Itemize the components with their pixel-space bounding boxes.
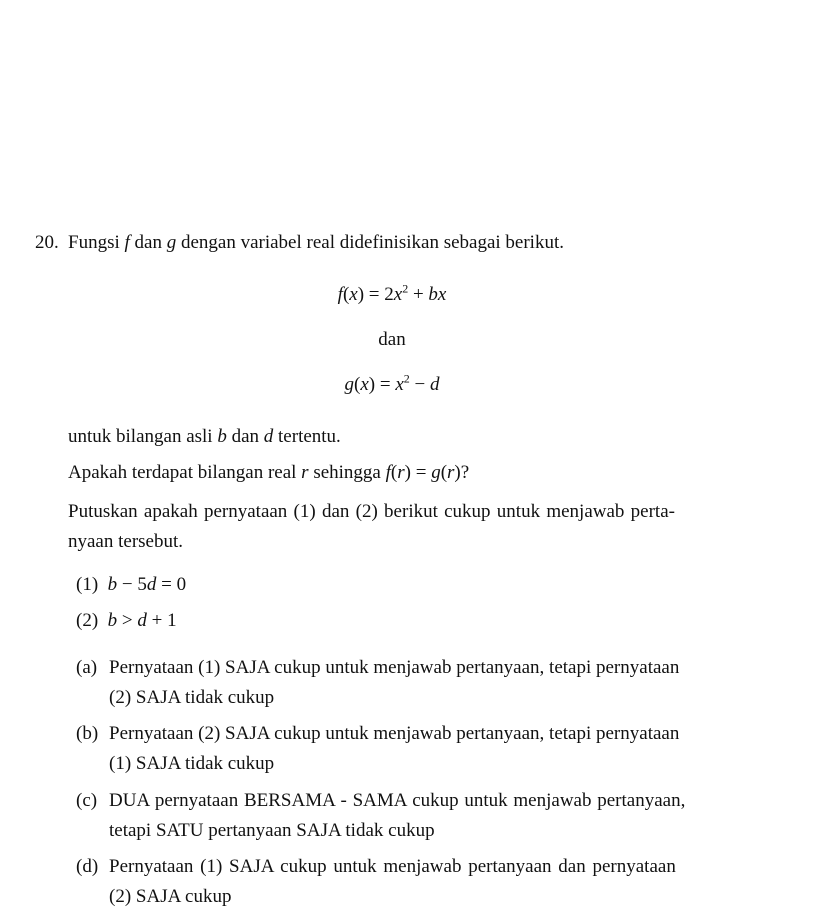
statement-label: (1) bbox=[76, 574, 99, 595]
option-label: (b) bbox=[76, 723, 99, 744]
math-var: r bbox=[397, 462, 405, 483]
option-label: (d) bbox=[76, 856, 99, 877]
option-text: DUA pernyataan BERSAMA - SAMA cukup untuk menjawab pertanyaan, bbox=[109, 790, 686, 811]
math-var: b bbox=[217, 426, 227, 447]
text: Apakah terdapat bilangan real bbox=[68, 462, 302, 483]
option-text: tetapi SATU pertanyaan SAJA tidak cukup bbox=[109, 820, 435, 841]
text: dan bbox=[226, 426, 264, 447]
math: = 0 bbox=[156, 574, 187, 595]
math-var: x bbox=[393, 284, 403, 305]
option-text: (2) SAJA cukup bbox=[109, 886, 232, 907]
math-var: r bbox=[447, 462, 455, 483]
conjunction: dan bbox=[378, 329, 406, 350]
math: ) = bbox=[368, 374, 396, 395]
option-label: (a) bbox=[76, 657, 98, 678]
math: ( bbox=[342, 284, 350, 305]
math: ( bbox=[440, 462, 448, 483]
math-var: x bbox=[360, 374, 369, 395]
math-var: r bbox=[301, 462, 309, 483]
math-var: x bbox=[349, 284, 358, 305]
math-var: bx bbox=[428, 284, 447, 305]
math-var: b bbox=[107, 574, 118, 595]
math-var: x bbox=[395, 374, 404, 395]
question-intro bbox=[68, 233, 564, 253]
math-var: d bbox=[263, 426, 274, 447]
formula-f bbox=[0, 281, 784, 305]
math: − 5 bbox=[117, 574, 147, 595]
option-label: (c) bbox=[76, 790, 98, 811]
text: dengan variabel real didefinisikan sebagai berikut. bbox=[176, 232, 564, 253]
option-text: Pernyataan (1) SAJA cukup untuk menjawab pertanyaan, tetapi pernyataan bbox=[109, 657, 680, 678]
text: dan bbox=[129, 232, 167, 253]
math: ) = 2 bbox=[357, 284, 394, 305]
math-var: d bbox=[146, 574, 157, 595]
exponent: 2 bbox=[402, 281, 409, 296]
math-var: g bbox=[344, 374, 355, 395]
question-ask bbox=[68, 463, 469, 483]
math: )? bbox=[454, 462, 470, 483]
math: + bbox=[408, 284, 429, 305]
math-var: f bbox=[337, 284, 343, 305]
math-var: f bbox=[385, 462, 391, 483]
condition bbox=[68, 427, 341, 447]
text: untuk bilangan asli bbox=[68, 426, 218, 447]
instruction-line-2: nyaan tersebut. bbox=[68, 531, 184, 552]
exponent: 2 bbox=[403, 371, 410, 386]
text: sehingga bbox=[308, 462, 386, 483]
math: ) = bbox=[404, 462, 432, 483]
formula-g bbox=[0, 371, 784, 395]
math: ( bbox=[354, 374, 361, 395]
math-var: g bbox=[431, 462, 441, 483]
text: Fungsi bbox=[68, 232, 125, 253]
math: > bbox=[117, 610, 138, 631]
option-text: Pernyataan (2) SAJA cukup untuk menjawab pertanyaan, tetapi pernyataan bbox=[109, 723, 680, 744]
text: tertentu. bbox=[273, 426, 341, 447]
math: − bbox=[409, 374, 430, 395]
statement-2 bbox=[76, 611, 177, 631]
option-text: Pernyataan (1) SAJA cukup untuk menjawab pertanyaan dan pernyataan bbox=[109, 856, 676, 877]
math-var: b bbox=[107, 610, 118, 631]
option-text: (1) SAJA tidak cukup bbox=[109, 753, 275, 774]
question-number: 20. bbox=[35, 232, 59, 253]
instruction-line-1: Putuskan apakah pernyataan (1) dan (2) berikut cukup untuk menjawab perta- bbox=[68, 501, 675, 522]
math-var: f bbox=[124, 232, 130, 253]
math: ( bbox=[390, 462, 398, 483]
math-var: d bbox=[429, 374, 440, 395]
math-var: g bbox=[166, 232, 177, 253]
option-text: (2) SAJA tidak cukup bbox=[109, 687, 275, 708]
statement-label: (2) bbox=[76, 610, 99, 631]
math: + 1 bbox=[146, 610, 177, 631]
math-var: d bbox=[137, 610, 147, 631]
statement-1 bbox=[76, 575, 186, 595]
